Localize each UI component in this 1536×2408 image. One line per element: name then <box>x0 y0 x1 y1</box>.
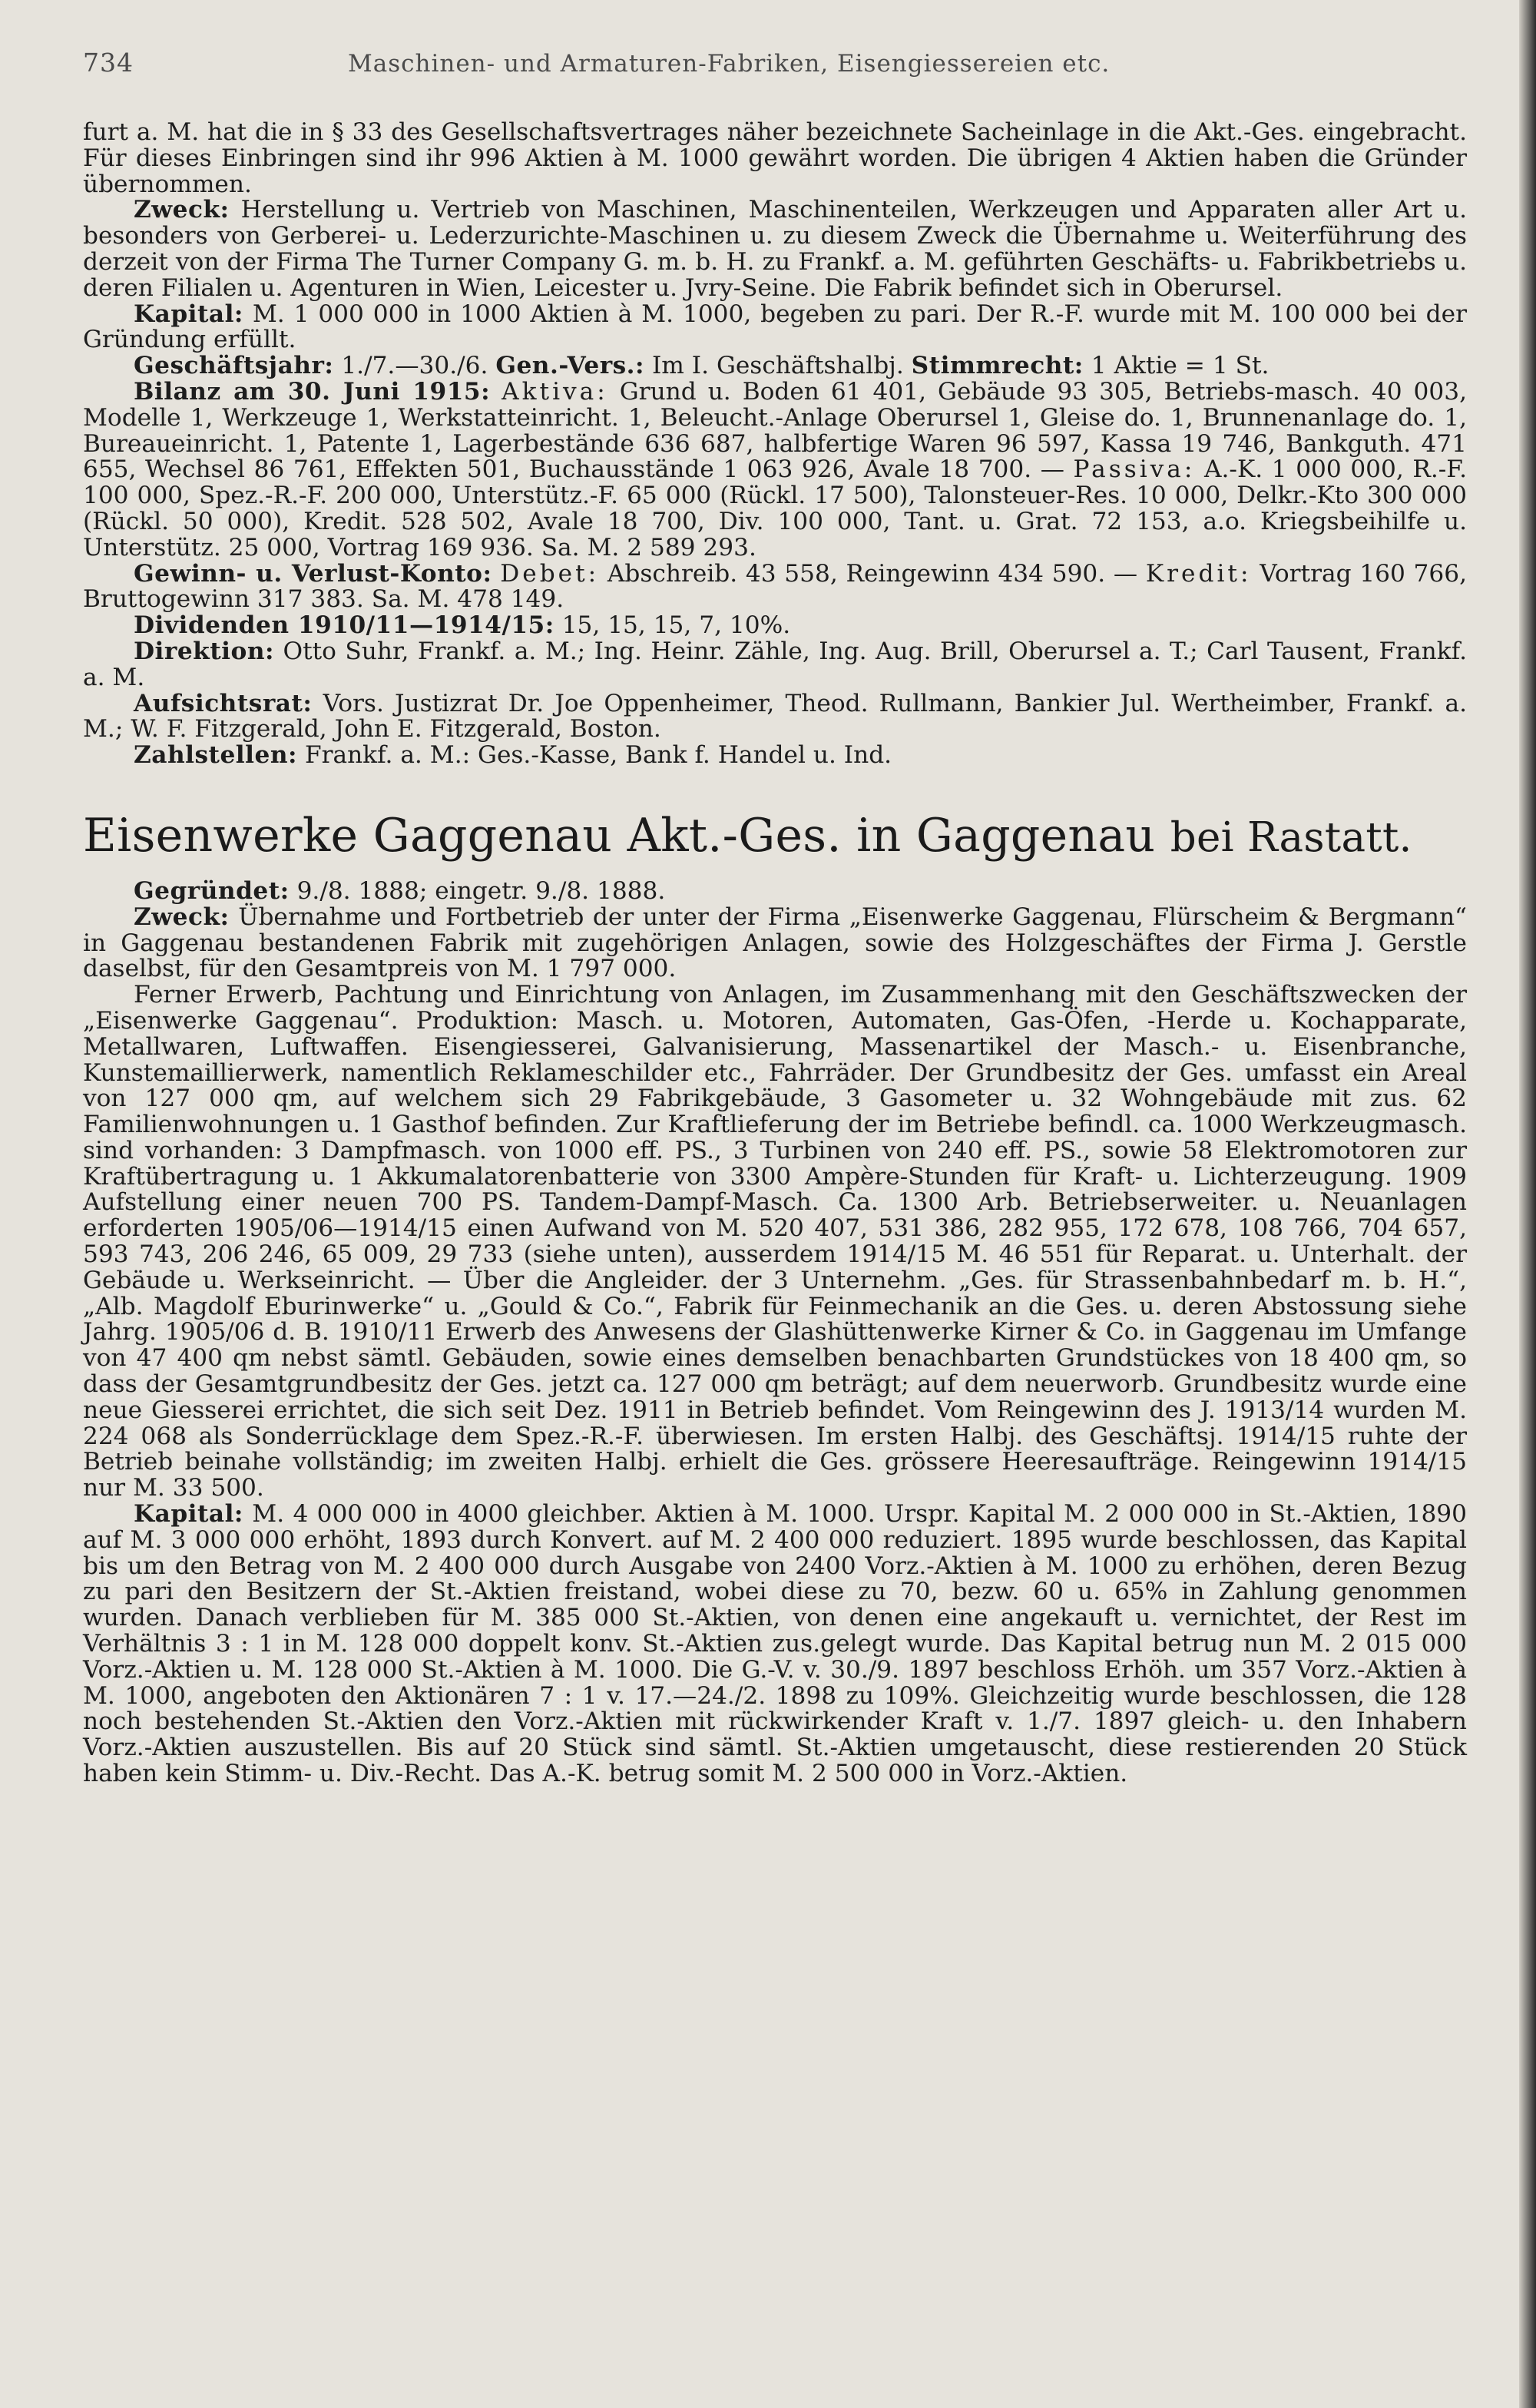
aufsichtsrat-entry <box>83 691 1467 744</box>
page-edge-shadow <box>1519 0 1536 2408</box>
zweck-text: Herstellung u. Vertrieb von Maschinen, Maschinenteilen, Werkzeugen und Apparaten aller Art u. besonders von Gerberei- u. Lederzurichte-Maschinen u. zu diesem Zweck die Übernahme u. Weiterführung des derzeit von der Firma The Turner Company G. m. b. H. zu Frankf. a. M. geführten Geschäfts- u. Fabrikbetriebs u. deren Filialen u. Agenturen in Wien, Leicester u. Jvry-Seine. Die Fabrik befindet sich in Oberursel. <box>83 196 1467 302</box>
kapital-label: Kapital: <box>134 300 243 328</box>
passiva-text: A.-K. 1 000 000, R.-F. 100 000, Spez.-R.-F. 200 000, Unterstütz.-F. 65 000 (Rückl. 17 500), Talonsteuer-Res. 10 000, Delkr.-Kto 300 000 (Rückl. 50 000), Kredit. 528 502, Avale 18 700, Div. 100 000, Tant. u. Grat. 72 153, a.o. Kriegsbeihilfe u. Unterstütz. 25 000, Vortrag 169 936. Sa. M. 2 589 293. <box>83 455 1467 561</box>
stimmrecht-label: Stimmrecht: <box>911 352 1084 380</box>
dividenden-label: Dividenden 1910/11—1914/15: <box>134 611 554 640</box>
bilanz-entry <box>83 379 1467 561</box>
zahlstellen-text: Frankf. a. M.: Ges.-Kasse, Bank f. Handel u. Ind. <box>304 741 892 770</box>
passiva-label: Passiva: <box>1073 455 1196 484</box>
aufsichtsrat-text: Vors. Justizrat Dr. Joe Oppenheimer, Theod. Rullmann, Bankier Jul. Wertheimber, Frankf. a. M.; W. F. Fitzgerald, John E. Fitzgerald, Boston. <box>83 689 1467 744</box>
running-header <box>83 48 1505 88</box>
dividenden-text: 15, 15, 15, 7, 10%. <box>561 611 791 640</box>
company-heading-suffix: bei Rastatt. <box>1170 813 1412 861</box>
kapital2-text: M. 4 000 000 in 4000 gleichber. Aktien à M. 1000. Urspr. Kapital M. 2 000 000 in St.-Aktien, 1890 auf M. 3 000 000 erhöht, 1893 durch Konvert. auf M. 2 400 000 reduziert. 1895 wurde beschlossen, das Kapital bis um den Betrag von M. 2 400 000 durch Ausgabe von 2400 Vorz.-Aktien à M. 1000 zu erhöhen, deren Bezug zu pari den Besitzern der St.-Aktien freistand, wobei diese zu 70, bezw. 60 u. 65% in Zahlung genommen wurden. Danach verblieben für M. 385 000 St.-Aktien, von denen eine angekauft u. vernichtet, der Rest im Verhältnis 3 : 1 in M. 128 000 doppelt konv. St.-Aktien zus.gelegt wurde. Das Kapital betrug nun M. 2 015 000 Vorz.-Aktien u. M. 128 000 St.-Aktien à M. 1000. Die G.-V. v. 30./9. 1897 beschloss Erhöh. um 357 Vorz.-Aktien à M. 1000, angeboten den Aktionären 7 : 1 v. 17.—24./2. 1898 zu 109%. Gleichzeitig wurde beschlossen, die 128 noch bestehenden St.-Aktien den Vorz.-Aktien mit rückwirkender Kraft v. 1./7. 1897 gleich- u. den Inhabern Vorz.-Aktien auszustellen. Bis auf 20 Stück sind sämtl. St.-Aktien umgetauscht, diese restierenden 20 Stück haben kein Stimm- u. Div.-Recht. Das A.-K. betrug somit M. 2 500 000 in Vorz.-Aktien. <box>83 1500 1467 1788</box>
description-paragraph: Ferner Erwerb, Pachtung und Einrichtung von Anlagen, im Zusammenhang mit den Geschäftszwecken der „Eisenwerke Gaggenau“. Produktion: Masch. u. Motoren, Automaten, Gas-Öfen, -Herde u. Kochapparate, Metallwaren, Luftwaffen. Eisengiesserei, Galvanisierung, Massenartikel der Masch.- u. Eisenbranche, Kunstemaillierwerk, namentlich Reklameschilder etc., Fahrräder. Der Grundbesitz der Ges. umfasst ein Areal von 127 000 qm, auf welchem sich 29 Fabrikgebäude, 3 Gasometer u. 32 Wohngebäude mit zus. 62 Familienwohnungen u. 1 Gasthof befinden. Zur Kraftlieferung der im Betriebe befindl. ca. 1000 Werkzeugmasch. sind vorhanden: 3 Dampfmasch. von 1000 eff. PS., 3 Turbinen von 240 eff. PS., sowie 58 Elektromotoren zur Kraftübertragung u. 1 Akkumalatorenbatterie von 3300 Ampère-Stunden für Kraft- u. Lichterzeugung. 1909 Aufstellung einer neuen 700 PS. Tandem-Dampf-Masch. Ca. 1300 Arb. Betriebserweiter. u. Neuanlagen erforderten 1905/06—1914/15 einen Aufwand von M. 520 407, 531 386, 282 955, 172 678, 108 766, 704 657, 593 743, 206 246, 65 009, 29 733 (siehe unten), ausserdem 1914/15 M. 46 551 für Reparat. u. Unterhalt. der Gebäude u. Werkseinricht. — Über die Angleider. der 3 Unternehm. „Ges. für Strassenbahnbedarf m. b. H.“, „Alb. Magdolf Eburinwerke“ u. „Gould & Co.“, Fabrik für Feinmechanik an die Ges. u. deren Abstossung siehe Jahrg. 1905/06 d. B. 1910/11 Erwerb des Anwesens der Glashüttenwerke Kirner & Co. in Gaggenau im Umfange von 47 400 qm nebst sämtl. Gebäuden, sowie eines demselben benachbarten Grundstückes von 18 400 qm, so dass der Gesamtgrundbesitz der Ges. jetzt ca. 127 000 qm beträgt; auf dem neuerworb. Grundbesitz wurde eine neue Giesserei errichtet, die sich seit Dez. 1911 in Betrieb befindet. Vom Reingewinn des J. 1913/14 wurden M. 224 068 als Sonderrücklage dem Spez.-R.-F. überwiesen. Im ersten Halbj. des Geschäftsj. 1914/15 ruhte der Betrieb beinahe vollständig; im zweiten Halbj. erhielt die Ges. grössere Heeresaufträge. Reingewinn 1914/15 nur M. 33 500. <box>83 981 1467 1502</box>
dividenden-entry <box>83 613 1467 639</box>
aktiva-label: Aktiva: <box>502 377 608 406</box>
kredit-label: Kredit: <box>1145 559 1252 588</box>
debet-label: Debet: <box>500 559 600 588</box>
genvers-label: Gen.-Vers.: <box>495 352 645 380</box>
bilanz-label: Bilanz am 30. Juni 1915: <box>134 377 491 406</box>
gewinn-entry <box>83 561 1467 614</box>
zweck2-label: Zweck: <box>134 903 230 931</box>
kapital-text: M. 1 000 000 in 1000 Aktien à M. 1000, begeben zu pari. Der R.-F. wurde mit M. 100 000 bei der Gründung erfüllt. <box>83 300 1468 354</box>
kapital2-label: Kapital: <box>134 1500 243 1529</box>
kapital2-entry <box>83 1502 1467 1787</box>
section-eisenwerke-gaggenau <box>83 876 1467 1788</box>
stimmrecht-text: 1 Aktie = 1 St. <box>1091 352 1270 380</box>
zweck2-entry <box>83 905 1467 982</box>
geschaeftsjahr-label: Geschäftsjahr: <box>134 352 334 380</box>
aktiva-text: Grund u. Boden 61 401, Gebäude 93 305, Betriebs-masch. 40 003, Modelle 1, Werkzeuge 1, Werkstatteinricht. 1, Beleucht.-Anlage Oberursel 1, Gleise do. 1, Brunnenanlage do. 1, Bureaueinricht. 1, Patente 1, Lagerbestände 636 687, halbfertige Waren 96 597, Kassa 19 746, Bankguth. 471 655, Wechsel 86 761, Effekten 501, Buchausstände 1 063 926, Avale 18 700. — <box>83 377 1467 484</box>
zahlstellen-entry <box>83 743 1467 769</box>
gegruendet-text: 9./8. 1888; eingetr. 9./8. 1888. <box>296 876 666 905</box>
aufsichtsrat-label: Aufsichtsrat: <box>134 689 313 717</box>
direktion-entry <box>83 639 1467 691</box>
company-heading <box>83 809 1505 865</box>
section-turner-company <box>83 120 1467 769</box>
gewinn-label: Gewinn- u. Verlust-Konto: <box>134 559 492 588</box>
kredit-text: Vortrag 160 766, Bruttogewinn 317 383. Sa. M. 478 149. <box>83 559 1467 614</box>
genvers-text: Im I. Geschäftshalbj. <box>651 352 904 380</box>
direktion-text: Otto Suhr, Frankf. a. M.; Ing. Heinr. Zähle, Ing. Aug. Brill, Oberursel a. T.; Carl Tausent, Frankf. a. M. <box>83 637 1467 691</box>
intro-paragraph: furt a. M. hat die in § 33 des Gesellschaftsvertrages näher bezeichnete Sacheinlage in die Akt.-Ges. eingebracht. Für dieses Einbringen sind ihr 996 Aktien à M. 1000 gewährt worden. Die übrigen 4 Aktien haben die Gründer übernommen. <box>83 118 1467 198</box>
direktion-label: Direktion: <box>134 637 275 665</box>
kapital-entry <box>83 302 1467 354</box>
geschaeftsjahr-text: 1./7.—30./6. <box>341 352 488 380</box>
running-title: Maschinen- und Armaturen-Fabriken, Eisengiessereien etc. <box>348 50 1111 78</box>
page-number: 734 <box>83 48 134 78</box>
company-heading-main: Eisenwerke Gaggenau Akt.-Ges. in Gaggenau <box>83 808 1156 863</box>
meta-entry <box>83 353 1467 379</box>
gegruendet-label: Gegründet: <box>134 876 290 905</box>
gegruendet-entry <box>83 876 1467 905</box>
debet-text: Abschreib. 43 558, Reingewinn 434 590. — <box>607 559 1138 588</box>
zweck2-text: Übernahme und Fortbetrieb der unter der Firma „Eisenwerke Gaggenau, Flürscheim & Bergmann“ in Gaggenau bestandenen Fabrik mit zugehörigen Anlagen, sowie des Holzgeschäftes der Firma J. Gerstle daselbst, für den Gesamtpreis von M. 1 797 000. <box>83 903 1467 983</box>
zahlstellen-label: Zahlstellen: <box>134 741 298 770</box>
zweck-entry <box>83 197 1467 301</box>
zweck-label: Zweck: <box>134 196 230 224</box>
